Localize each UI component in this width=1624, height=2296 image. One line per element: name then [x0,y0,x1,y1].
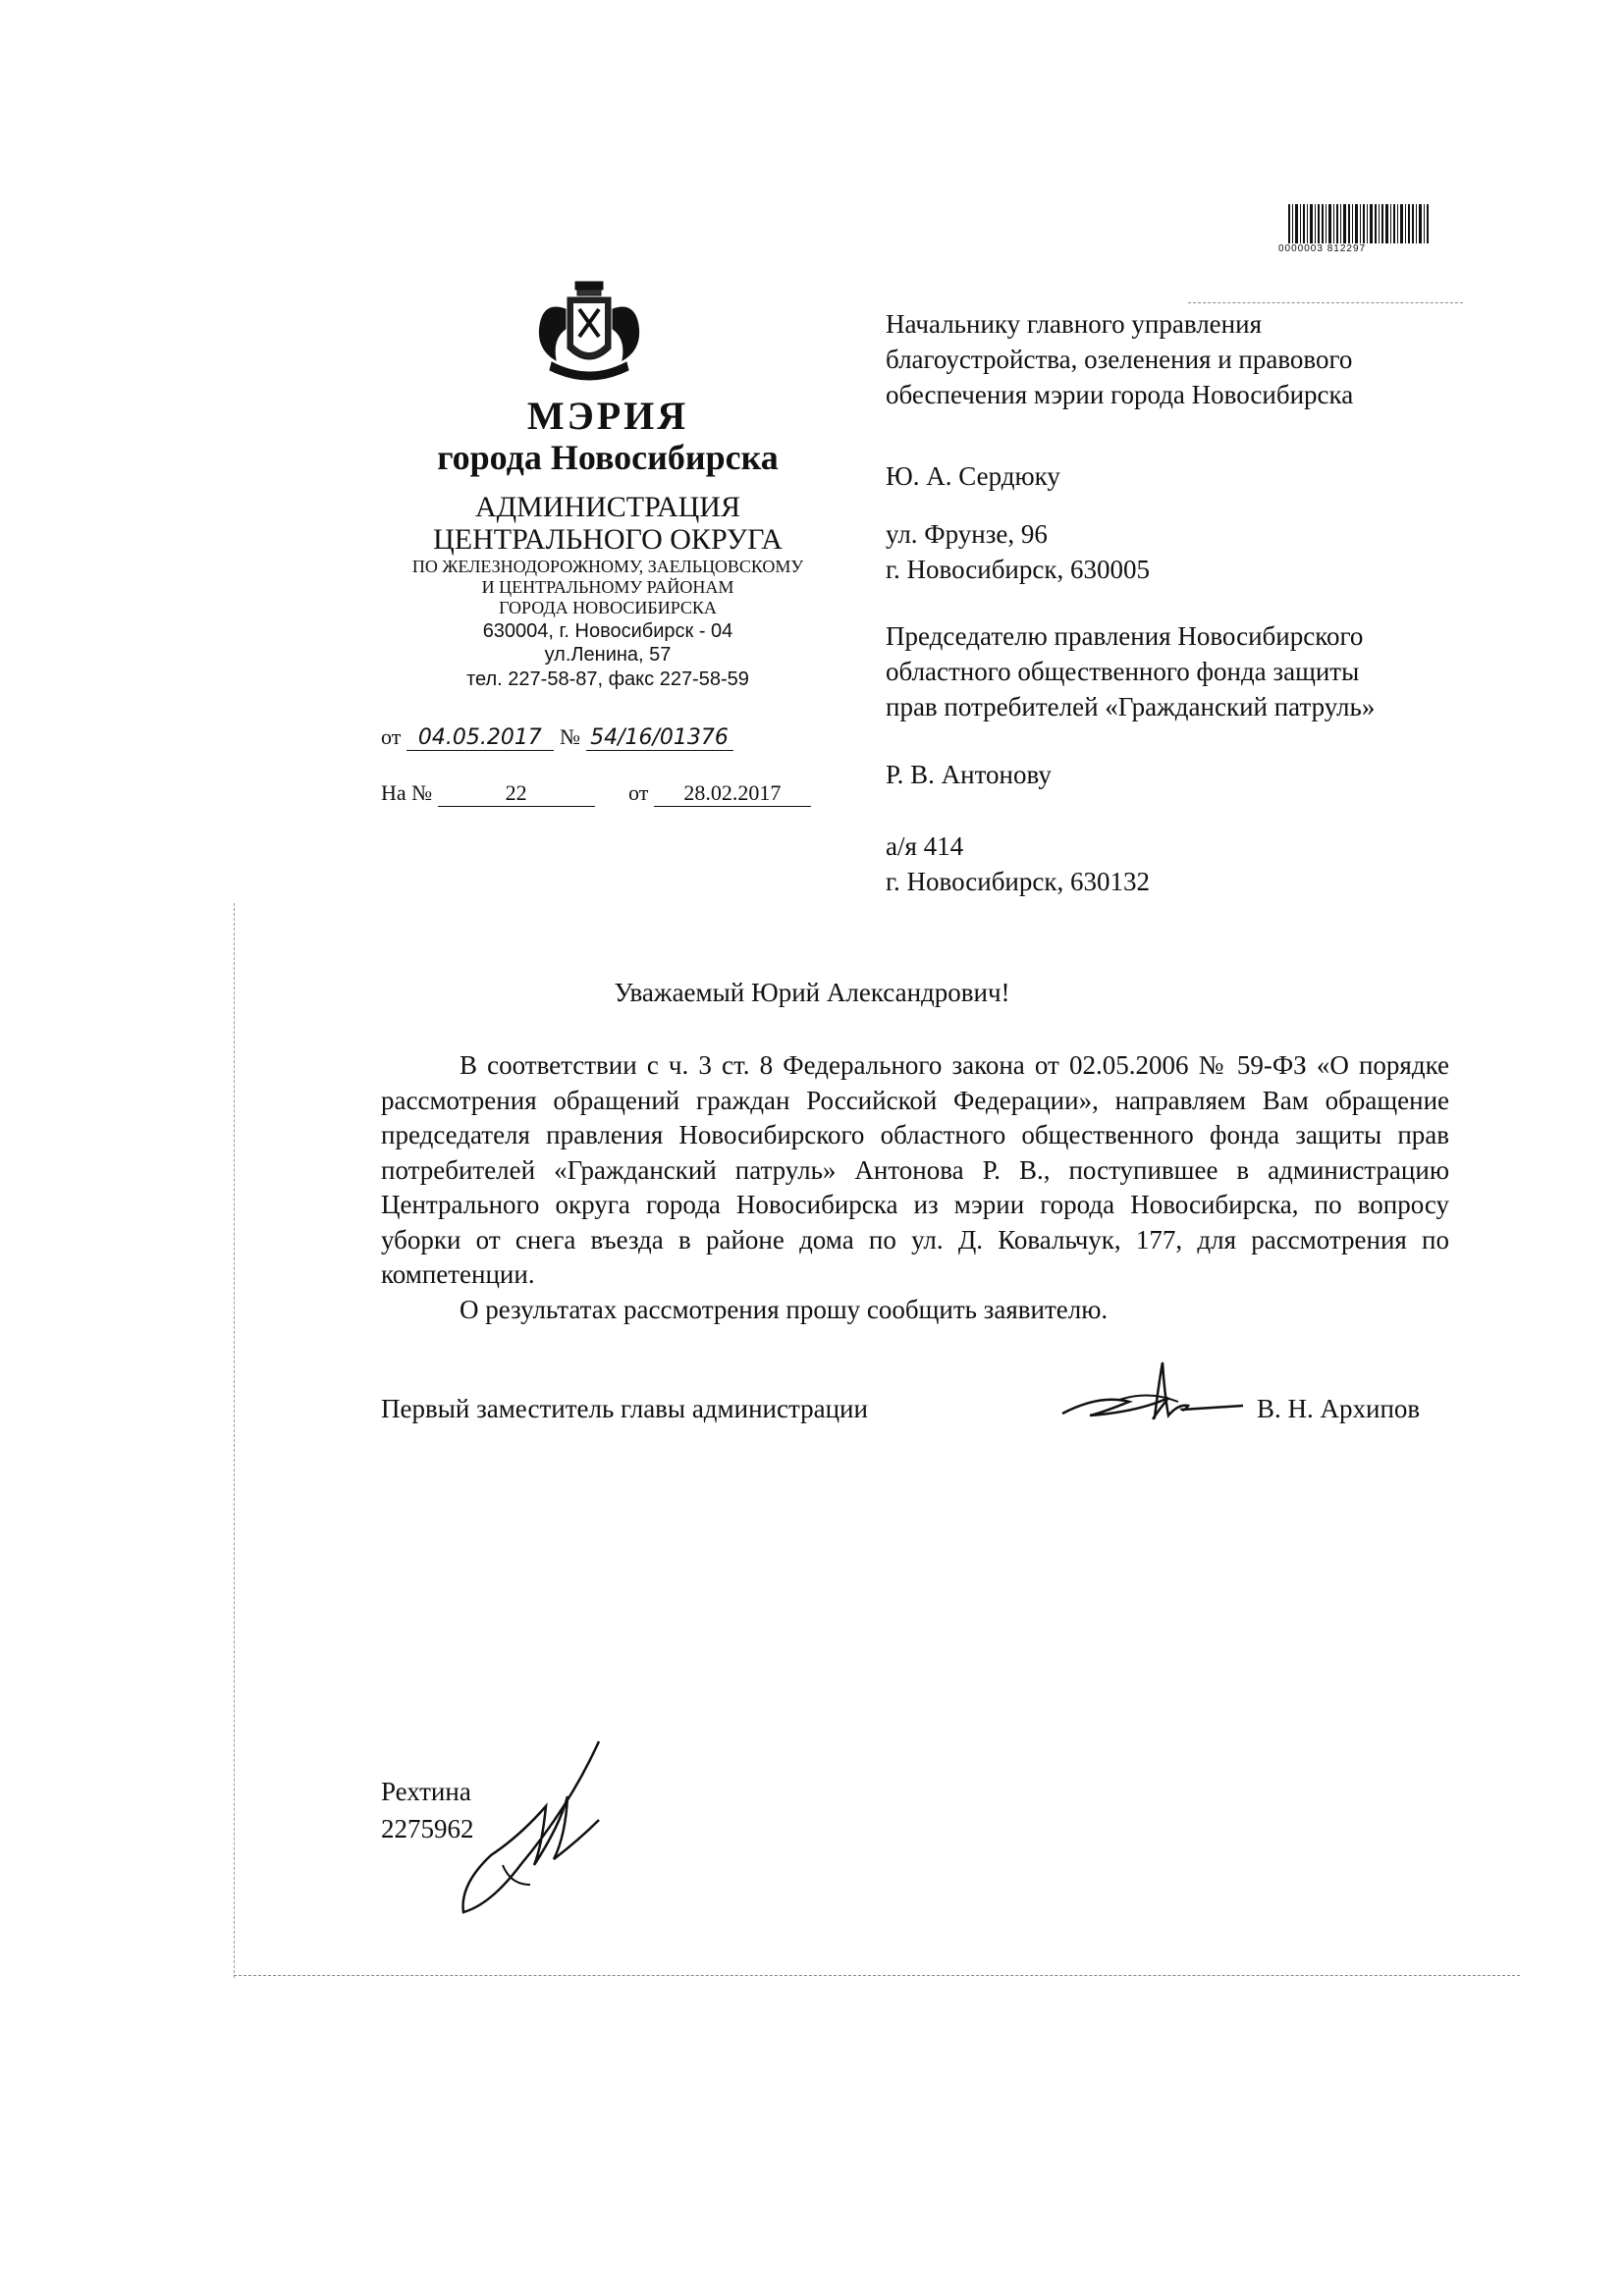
recipient-2-address [886,828,1150,899]
sender-address-line1: 630004, г. Новосибирск - 04 [482,620,733,642]
scan-border-bottom [234,1975,1520,1976]
scan-border-left [234,903,235,1978]
sender-districts-line1: ПО ЖЕЛЕЗНОДОРОЖНОМУ, ЗАЕЛЬЦОВСКОМУ [411,557,804,576]
recipient-2-name: Р. В. Антонову [886,760,1052,789]
handwritten-initials [452,1737,619,1919]
reference-from-label: от [628,780,649,805]
registration-number-row [560,724,733,751]
signatory-title: Первый заместитель главы администрации [381,1394,868,1423]
sender-districts-line2: И ЦЕНТРАЛЬНОМУ РАЙОНАМ [481,577,734,597]
coat-of-arms-icon [530,280,648,388]
sender-district: ЦЕНТРАЛЬНОГО ОКРУГА [433,523,783,556]
registration-number: 54/16/01376 [586,725,733,751]
sender-title: МЭРИЯ [526,394,689,438]
letter-body [381,1048,1449,1327]
recipient-2-position [886,618,1375,724]
salutation: Уважаемый Юрий Александрович! [614,978,1010,1007]
recipient-1-line2: благоустройства, озеленения и правового [886,345,1353,374]
recipient-1-address-line2: г. Новосибирск, 630005 [886,555,1150,584]
recipient-1-line1: Начальнику главного управления [886,309,1262,339]
reference-number-row [381,780,595,807]
scan-line [1188,302,1463,303]
sender-city: города Новосибирска [437,438,779,477]
barcode-numbers: 0000003 812297 [1278,243,1367,254]
recipient-1-address [886,516,1150,587]
letter-paragraph-2: О результатах рассмотрения прошу сообщить заявителю. [460,1294,1109,1324]
registration-date: 04.05.2017 [406,725,554,751]
reference-number: 22 [438,780,595,807]
sender-admin: АДМИНИСТРАЦИЯ [475,491,740,523]
reference-date: 28.02.2017 [654,780,811,807]
registration-number-label: № [560,724,580,749]
sender-address-line2: ул.Ленина, 57 [544,644,672,666]
reference-label: На № [381,780,433,805]
recipient-1-position [886,306,1353,412]
letter-paragraph-1: В соответствии с ч. 3 ст. 8 Федерального закона от 02.05.2006 № 59-ФЗ «О порядке рассмотрения обращений граждан Российской Федерации», направляем Вам обращение председателя правления Новосибирского областного общественного фонда защиты прав потребителей «Гражданский патруль» Антонова Р. В., поступившее в администрацию Центрального округа города Новосибирска из мэрии города Новосибирска, по вопросу уборки от снега въезда в районе дома по ул. Д. Ковальчук, 177, для рассмотрения по компетенции. [381,1050,1449,1289]
recipient-2-line1: Председателю правления Новосибирского [886,621,1364,651]
recipient-1-name: Ю. А. Сердюку [886,461,1060,491]
recipient-2-address-line2: г. Новосибирск, 630132 [886,867,1150,896]
recipient-2-line3: прав потребителей «Гражданский патруль» [886,692,1376,721]
sender-phone: тел. 227-58-87, факс 227-58-59 [466,668,749,690]
reference-date-row [628,780,811,807]
executor-phone: 2275962 [381,1814,474,1843]
signatory-name: В. Н. Архипов [1257,1394,1421,1423]
registration-date-row [381,724,554,751]
handwritten-signature [1060,1355,1247,1433]
recipient-1-address-line1: ул. Фрунзе, 96 [886,519,1048,549]
recipient-1-line3: обеспечения мэрии города Новосибирска [886,380,1354,409]
recipient-2-address-line1: а/я 414 [886,831,964,861]
registration-from-label: от [381,724,402,749]
recipient-2-line2: областного общественного фонда защиты [886,657,1360,686]
sender-districts-line3: ГОРОДА НОВОСИБИРСКА [499,598,717,617]
executor-name: Рехтина [381,1777,471,1806]
